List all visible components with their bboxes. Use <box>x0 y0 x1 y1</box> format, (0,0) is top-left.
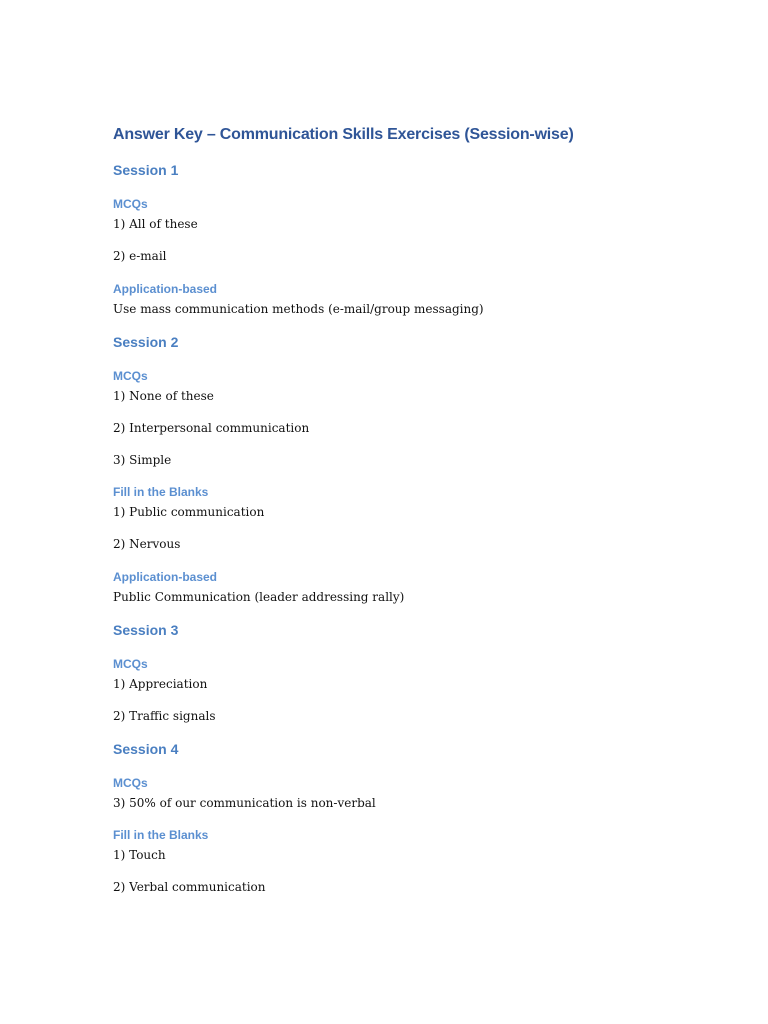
section-label-mcqs: MCQs <box>113 369 148 383</box>
answer-line: Public Communication (leader addressing rally) <box>113 590 405 604</box>
document-title: Answer Key – Communication Skills Exercises (Session-wise) <box>113 126 574 143</box>
section-label-mcqs: MCQs <box>113 657 148 671</box>
answer-line: 2) Interpersonal communication <box>113 421 310 435</box>
document-body <box>113 124 673 895</box>
answer-line: 2) Nervous <box>113 537 181 551</box>
section-label-application: Application-based <box>113 570 218 584</box>
session-heading: Session 4 <box>113 741 179 757</box>
answer-line: 2) Verbal communication <box>113 880 266 894</box>
answer-line: 1) All of these <box>113 217 198 231</box>
answer-line: 3) Simple <box>113 453 172 467</box>
answer-line: 1) None of these <box>113 389 214 403</box>
answer-line: 2) Traffic signals <box>113 709 216 723</box>
section-label-mcqs: MCQs <box>113 776 148 790</box>
section-label-fill-blanks: Fill in the Blanks <box>113 485 209 499</box>
answer-line: 1) Public communication <box>113 505 265 519</box>
session-heading: Session 3 <box>113 622 179 638</box>
answer-line: 1) Touch <box>113 848 166 862</box>
answer-line: 1) Appreciation <box>113 677 208 691</box>
section-label-mcqs: MCQs <box>113 197 148 211</box>
section-label-fill-blanks: Fill in the Blanks <box>113 828 209 842</box>
answer-line: Use mass communication methods (e-mail/group messaging) <box>113 302 484 316</box>
answer-line: 3) 50% of our communication is non-verbal <box>113 796 376 810</box>
section-label-application: Application-based <box>113 282 218 296</box>
session-heading: Session 1 <box>113 162 179 178</box>
answer-line: 2) e-mail <box>113 249 167 263</box>
session-heading: Session 2 <box>113 334 179 350</box>
